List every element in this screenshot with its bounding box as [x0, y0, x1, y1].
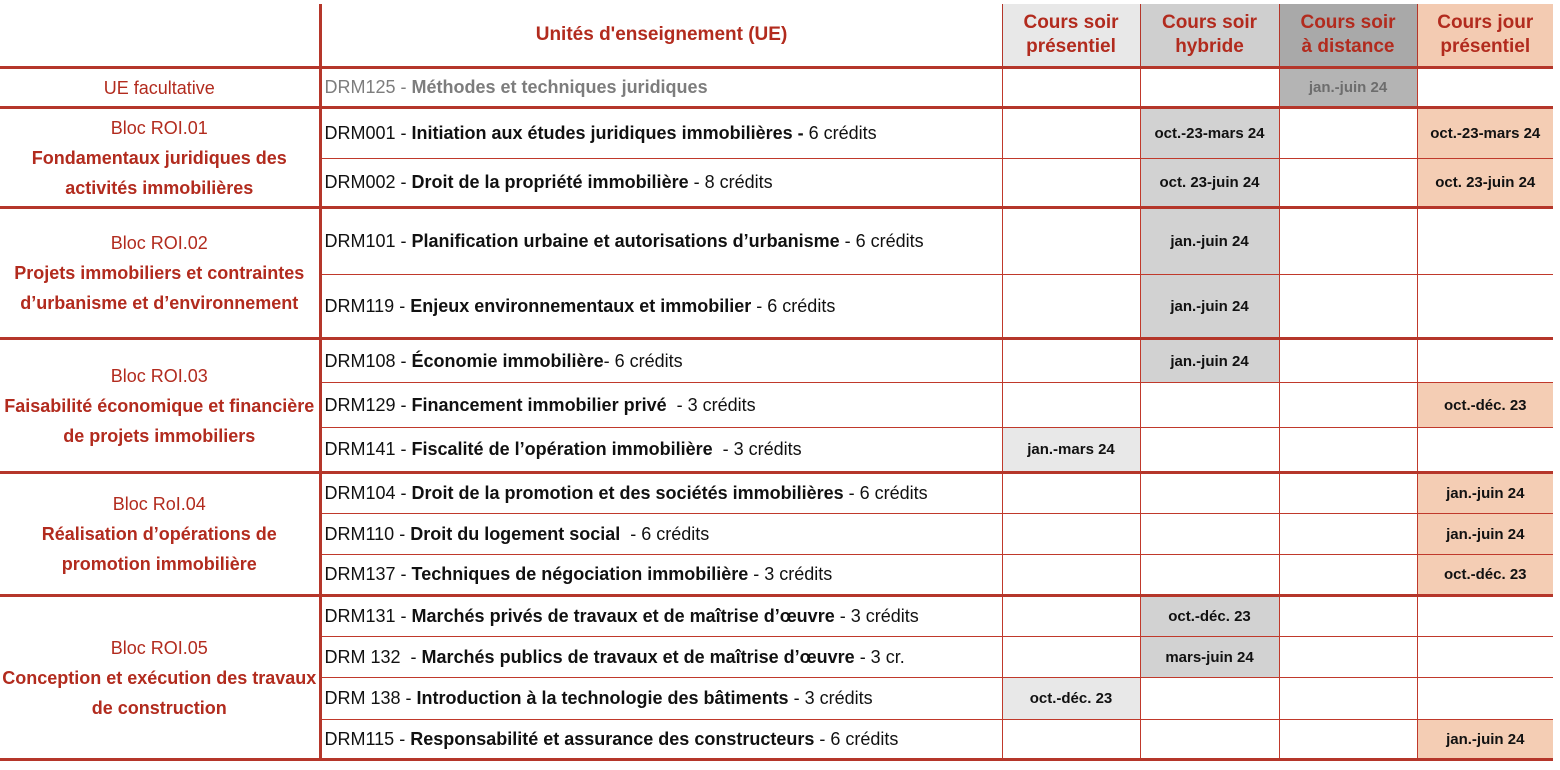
header-col-line1: Cours soir: [1300, 12, 1396, 33]
ue-credits: - 6 crédits: [751, 295, 836, 316]
header-col-line1: Cours soir: [1023, 12, 1119, 33]
ue-code: DRM104: [324, 483, 396, 503]
schedule-cell: [1279, 108, 1417, 159]
schedule-cell: [1279, 720, 1417, 760]
ue-title: Droit de la promotion et des sociétés immobilières: [411, 483, 844, 503]
ue-credits: - 8 crédits: [688, 172, 773, 192]
schedule-cell: [1279, 514, 1417, 555]
schedule-cell: oct.-déc. 23: [1417, 383, 1553, 428]
schedule-cell: oct.-déc. 23: [1140, 596, 1279, 637]
schedule-cell: oct.-déc. 23: [1417, 555, 1553, 596]
schedule-cell: [1002, 596, 1140, 637]
ue-credits: - 6 crédits: [839, 231, 924, 251]
bloc-code: Bloc RoI.04: [112, 494, 206, 514]
bloc-title: Réalisation d’opérations de promotion immobilière: [41, 524, 277, 574]
ue-cell: [320, 108, 1002, 159]
schedule-cell: [1002, 514, 1140, 555]
header-row: [0, 4, 1553, 68]
schedule-cell: [1140, 514, 1279, 555]
ue-code: DRM101: [324, 231, 396, 251]
ue-separator: -: [400, 688, 417, 708]
schedule-cell: jan.-juin 24: [1417, 720, 1553, 760]
schedule-cell: [1002, 383, 1140, 428]
table-row: [0, 339, 1553, 383]
header-corner: [0, 4, 320, 68]
ue-credits: - 3 crédits: [666, 394, 756, 415]
header-soir-presentiel: [1002, 4, 1140, 68]
schedule-cell: [1417, 678, 1553, 720]
ue-credits: - 6 crédits: [603, 350, 683, 371]
ue-cell: [320, 68, 1002, 108]
ue-separator: -: [395, 231, 412, 251]
ue-separator: -: [395, 172, 412, 192]
ue-title: Initiation aux études juridiques immobilières -: [411, 123, 809, 143]
ue-title: Financement immobilier privé: [411, 394, 667, 415]
ue-cell: [320, 428, 1002, 473]
bloc-title: Fondamentaux juridiques des activités immobilières: [31, 147, 287, 198]
schedule-cell: [1279, 596, 1417, 637]
ue-title: Techniques de négociation immobilière: [411, 564, 749, 584]
ue-title: Droit de la propriété immobilière: [411, 172, 689, 192]
schedule-cell: [1002, 108, 1140, 159]
schedule-cell: [1417, 339, 1553, 383]
ue-separator: -: [395, 394, 412, 415]
ue-cell: [320, 339, 1002, 383]
table-row: [0, 208, 1553, 275]
table-row: [0, 68, 1553, 108]
schedule-cell: mars-juin 24: [1140, 637, 1279, 678]
ue-cell: [320, 678, 1002, 720]
ue-title: Marchés publics de travaux et de maîtrise d’œuvre: [421, 646, 855, 667]
bloc-cell: [0, 473, 320, 596]
header-col-line2: présentiel: [1026, 36, 1116, 57]
header-soir-distance: [1279, 4, 1417, 68]
schedule-cell: [1002, 275, 1140, 339]
ue-code: DRM141: [324, 439, 396, 459]
schedule-cell: [1002, 339, 1140, 383]
ue-code: DRM131: [324, 606, 396, 626]
schedule-cell: jan.-juin 24: [1279, 68, 1417, 108]
ue-cell: [320, 383, 1002, 428]
schedule-cell: [1279, 275, 1417, 339]
ue-code: DRM137: [324, 564, 396, 584]
ue-credits: - 3 crédits: [748, 564, 833, 584]
schedule-cell: [1140, 68, 1279, 108]
schedule-cell: [1417, 275, 1553, 339]
bloc-code: Bloc ROI.01: [110, 117, 208, 138]
ue-cell: [320, 473, 1002, 514]
bloc-title: Projets immobiliers et contraintes d’urbanisme et d’environnement: [14, 263, 305, 313]
header-col-line1: Cours jour: [1437, 12, 1534, 33]
ue-credits: - 3 crédits: [834, 606, 919, 626]
table-row: [0, 108, 1553, 159]
schedule-cell: oct.-23-mars 24: [1417, 108, 1553, 159]
ue-title: Enjeux environnementaux et immobilier: [410, 295, 752, 316]
ue-code: DRM 138: [324, 688, 401, 708]
ue-code: DRM110: [324, 523, 395, 544]
bloc-code: UE facultative: [103, 77, 215, 98]
ue-title: Marchés privés de travaux et de maîtrise d’œuvre: [411, 606, 835, 626]
ue-code: DRM002: [324, 172, 396, 192]
ue-title: Planification urbaine et autorisations d’urbanisme: [411, 231, 840, 251]
ue-separator: -: [395, 123, 412, 143]
header-col-line1: Cours soir: [1161, 12, 1258, 33]
schedule-cell: [1279, 678, 1417, 720]
ue-title: Responsabilité et assurance des constructeurs: [410, 728, 815, 749]
ue-cell: [320, 159, 1002, 208]
ue-separator: -: [395, 350, 412, 371]
ue-separator: -: [394, 728, 411, 749]
schedule-cell: [1279, 473, 1417, 514]
bloc-code: Bloc ROI.02: [110, 233, 208, 253]
schedule-cell: [1417, 596, 1553, 637]
bloc-code: Bloc ROI.05: [110, 637, 208, 658]
schedule-cell: [1417, 637, 1553, 678]
ue-separator: -: [394, 523, 411, 544]
schedule-cell: [1140, 555, 1279, 596]
bloc-cell: [0, 108, 320, 208]
ue-credits: - 6 crédits: [843, 483, 928, 503]
schedule-cell: jan.-juin 24: [1140, 208, 1279, 275]
schedule-cell: [1002, 159, 1140, 208]
ue-credits: - 6 crédits: [620, 523, 710, 544]
ue-title: Introduction à la technologie des bâtiments: [416, 688, 789, 708]
header-soir-hybride: [1140, 4, 1279, 68]
ue-separator: -: [395, 564, 412, 584]
ue-separator: -: [400, 646, 422, 667]
schedule-cell: [1140, 720, 1279, 760]
bloc-cell: [0, 596, 320, 760]
schedule-cell: [1417, 208, 1553, 275]
ue-separator: -: [395, 483, 412, 503]
schedule-cell: [1279, 383, 1417, 428]
ue-cell: [320, 208, 1002, 275]
schedule-cell: [1279, 428, 1417, 473]
schedule-cell: [1279, 637, 1417, 678]
ue-separator: -: [394, 295, 411, 316]
bloc-title: Faisabilité économique et financière de projets immobiliers: [4, 395, 315, 446]
schedule-cell: [1002, 637, 1140, 678]
schedule-cell: [1417, 68, 1553, 108]
schedule-cell: oct. 23-juin 24: [1140, 159, 1279, 208]
ue-cell: [320, 555, 1002, 596]
header-col-line2: hybride: [1175, 36, 1244, 57]
bloc-cell: [0, 68, 320, 108]
schedule-cell: [1417, 428, 1553, 473]
ue-code: DRM125: [324, 77, 396, 97]
schedule-cell: jan.-juin 24: [1140, 275, 1279, 339]
ue-title: Méthodes et techniques juridiques: [411, 77, 708, 97]
schedule-cell: [1279, 208, 1417, 275]
ue-title: Économie immobilière: [411, 350, 604, 371]
table-row: [0, 473, 1553, 514]
schedule-cell: [1140, 473, 1279, 514]
schedule-cell: jan.-juin 24: [1417, 514, 1553, 555]
ue-credits: - 6 crédits: [814, 728, 899, 749]
schedule-cell: oct.-déc. 23: [1002, 678, 1140, 720]
schedule-cell: [1002, 555, 1140, 596]
schedule-cell: [1140, 428, 1279, 473]
header-ue: Unités d'enseignement (UE): [320, 4, 1002, 68]
ue-code: DRM 132: [324, 646, 401, 667]
ue-title: Droit du logement social: [410, 523, 621, 544]
ue-credits: - 3 crédits: [712, 439, 802, 459]
header-jour-presentiel: [1417, 4, 1553, 68]
bloc-cell: [0, 208, 320, 339]
ue-cell: [320, 720, 1002, 760]
ue-code: DRM115: [324, 728, 395, 749]
ue-separator: -: [395, 606, 412, 626]
ue-credits: - 3 cr.: [854, 646, 905, 667]
bloc-cell: [0, 339, 320, 473]
schedule-cell: oct.-23-mars 24: [1140, 108, 1279, 159]
ue-cell: [320, 275, 1002, 339]
schedule-cell: [1002, 473, 1140, 514]
ue-code: DRM001: [324, 123, 396, 143]
ue-credits: - 3 crédits: [788, 688, 873, 708]
schedule-cell: [1279, 555, 1417, 596]
ue-credits: 6 crédits: [808, 123, 877, 143]
schedule-cell: jan.-juin 24: [1140, 339, 1279, 383]
schedule-cell: [1002, 720, 1140, 760]
ue-schedule-table: [0, 4, 1553, 761]
schedule-cell: [1140, 383, 1279, 428]
ue-cell: [320, 514, 1002, 555]
bloc-code: Bloc ROI.03: [110, 365, 208, 386]
schedule-cell: [1279, 339, 1417, 383]
ue-separator: -: [395, 439, 412, 459]
schedule-cell: [1279, 159, 1417, 208]
ue-title: Fiscalité de l’opération immobilière: [411, 439, 713, 459]
ue-cell: [320, 596, 1002, 637]
schedule-cell: [1002, 68, 1140, 108]
bloc-title: Conception et exécution des travaux de construction: [2, 667, 317, 718]
schedule-cell: [1140, 678, 1279, 720]
table-row: [0, 596, 1553, 637]
schedule-cell: [1002, 208, 1140, 275]
ue-code: DRM108: [324, 350, 396, 371]
ue-code: DRM129: [324, 394, 396, 415]
ue-separator: -: [395, 77, 412, 97]
ue-code: DRM119: [324, 295, 395, 316]
header-col-line2: à distance: [1301, 36, 1395, 57]
ue-cell: [320, 637, 1002, 678]
schedule-cell: oct. 23-juin 24: [1417, 159, 1553, 208]
header-col-line2: présentiel: [1440, 36, 1531, 57]
schedule-cell: jan.-mars 24: [1002, 428, 1140, 473]
table-body: [0, 68, 1553, 760]
schedule-cell: jan.-juin 24: [1417, 473, 1553, 514]
